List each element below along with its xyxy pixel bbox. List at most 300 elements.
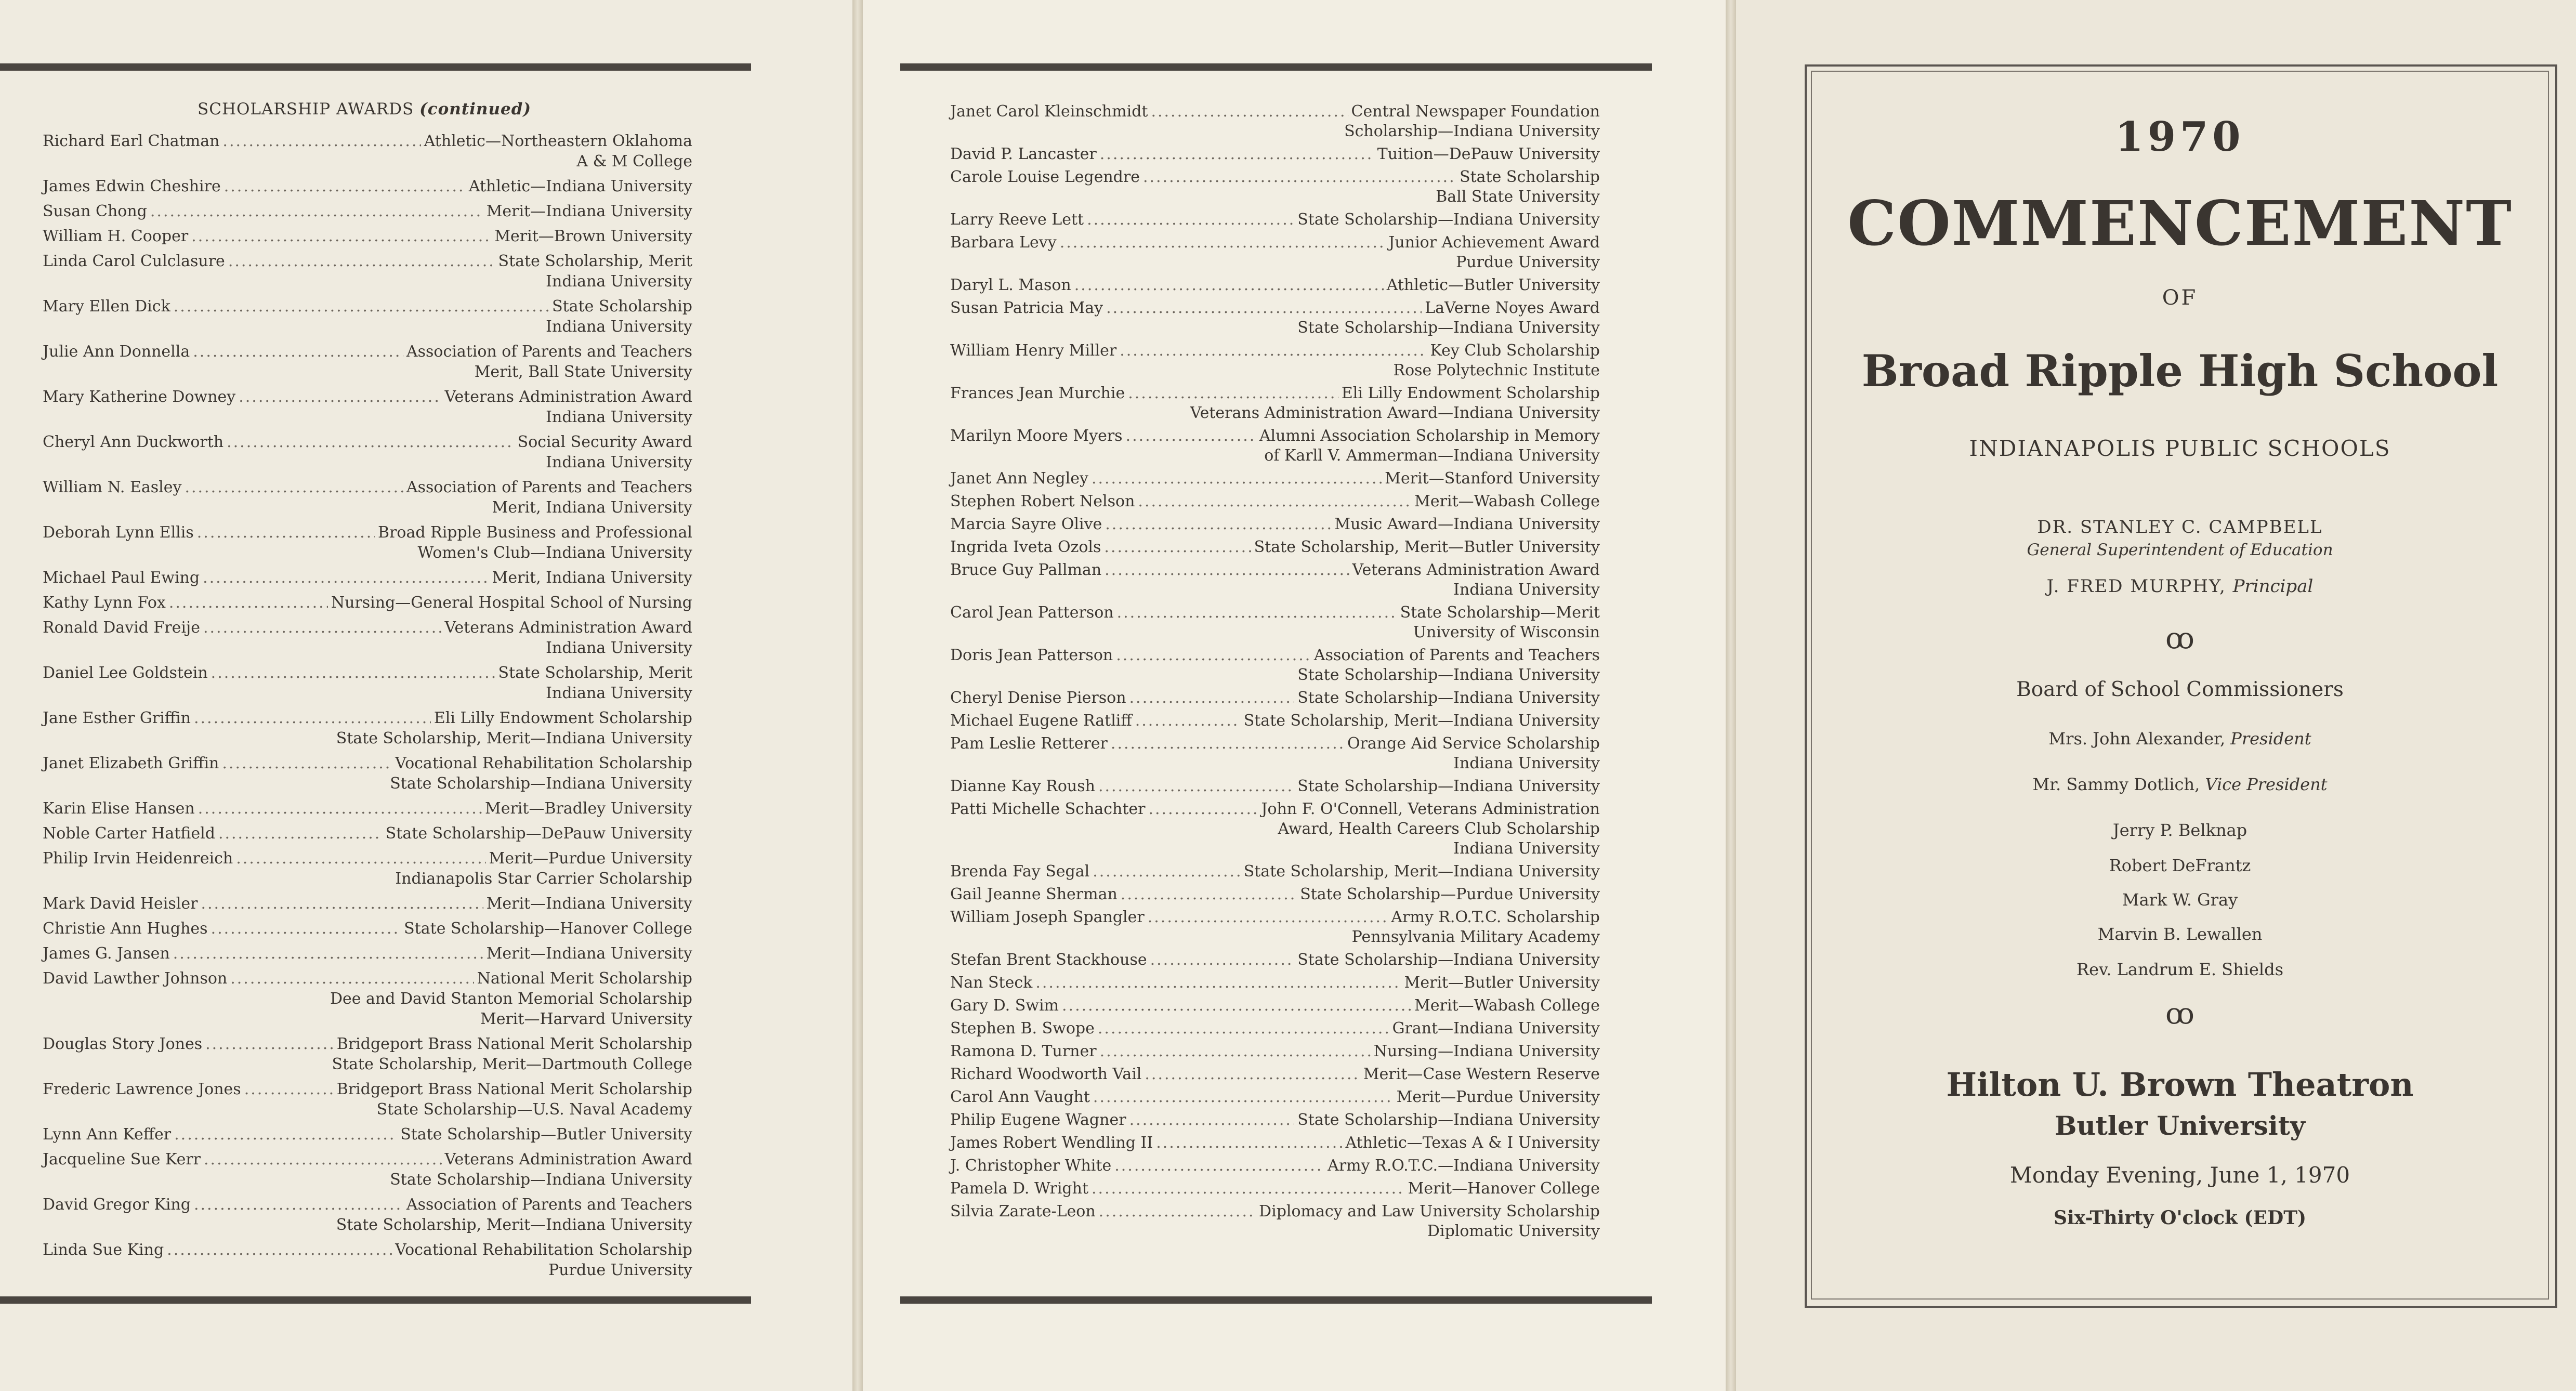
entry-line <box>43 918 692 939</box>
leader-dots <box>203 618 442 638</box>
principal-name: J. FRED MURPHY, <box>2046 576 2226 597</box>
recipient-name: Gail Jeanne Sherman <box>950 885 1118 903</box>
recipient-name: Ronald David Freije <box>43 619 200 637</box>
leader-dots <box>224 176 466 196</box>
leader-dots <box>1116 646 1311 665</box>
list-item <box>43 823 692 844</box>
recipient-name: Pamela D. Wright <box>950 1179 1089 1198</box>
award-continuation: Indiana University <box>546 639 692 657</box>
entry-line <box>950 233 1600 253</box>
list-item <box>43 618 692 658</box>
leader-dots <box>1114 1156 1324 1176</box>
award-text: Merit—Stanford University <box>1385 469 1600 488</box>
leader-dots <box>1105 560 1349 580</box>
entry-line <box>950 537 1600 557</box>
award-text: Merit—Purdue University <box>489 849 692 868</box>
entry-line <box>43 1240 692 1260</box>
venue-name: Hilton U. Brown Theatron <box>1946 1066 2414 1104</box>
list-item <box>43 1124 692 1145</box>
list-item <box>950 233 1600 272</box>
leader-dots <box>1098 1019 1389 1039</box>
entry-line <box>950 1133 1600 1153</box>
leader-dots <box>194 708 431 728</box>
recipient-name: Silvia Zarate-Leon <box>950 1202 1096 1221</box>
top-rule-left <box>0 63 751 71</box>
entry-line <box>950 145 1600 164</box>
entry-line <box>43 477 692 497</box>
recipient-name: Karin Elise Hansen <box>43 799 195 818</box>
recipient-name: Frederic Lawrence Jones <box>43 1080 241 1098</box>
award-text: Association of Parents and Teachers <box>1313 646 1600 664</box>
leader-dots <box>228 251 495 271</box>
board-member <box>1811 960 2549 979</box>
list-item <box>43 894 692 914</box>
recipient-name: Philip Eugene Wagner <box>950 1111 1126 1129</box>
leader-dots <box>1100 145 1374 164</box>
leader-dots <box>1148 908 1388 927</box>
award-text: Army R.O.T.C. Scholarship <box>1391 908 1600 926</box>
entry-line <box>950 799 1600 819</box>
award-text: Nursing—Indiana University <box>1373 1042 1600 1060</box>
entry-line <box>43 387 692 407</box>
board-member-name: Mark W. Gray <box>2122 890 2238 910</box>
award-continuation: Scholarship—Indiana University <box>1344 122 1600 140</box>
award-text: Merit—Wabash College <box>1414 492 1600 510</box>
award-text: National Merit Scholarship <box>477 969 692 988</box>
list-item <box>950 341 1600 380</box>
list-item <box>950 862 1600 882</box>
award-text: Eli Lilly Endowment Scholarship <box>1341 384 1600 402</box>
list-item <box>43 708 692 749</box>
cover-of: OF <box>2162 286 2198 310</box>
superintendent-name: DR. STANLEY C. CAMPBELL <box>2037 517 2323 537</box>
board-member <box>1811 856 2549 875</box>
recipient-name: David Lawther Johnson <box>43 969 228 988</box>
list-item <box>43 1195 692 1235</box>
list-item <box>950 515 1600 534</box>
leader-dots <box>150 201 483 221</box>
entry-line <box>950 560 1600 580</box>
leader-dots <box>173 943 483 964</box>
entry-line <box>950 1065 1600 1084</box>
entry-line <box>950 1087 1600 1107</box>
leader-dots <box>211 663 495 683</box>
entry-line <box>43 618 692 638</box>
leader-dots <box>1126 426 1256 446</box>
list-item <box>950 298 1600 338</box>
award-text: Junior Achievement Award <box>1388 233 1600 252</box>
leader-dots <box>191 226 491 246</box>
board-heading: Board of School Commissioners <box>2016 678 2344 701</box>
scholarship-heading <box>198 100 531 119</box>
entry-line <box>950 950 1600 970</box>
leader-dots <box>1060 233 1386 253</box>
award-continuation: Dee and David Stanton Memorial Scholarship <box>330 990 692 1008</box>
ceremony-date: Monday Evening, June 1, 1970 <box>2009 1162 2350 1188</box>
award-text: State Scholarship—Hanover College <box>404 920 692 938</box>
entry-line <box>950 492 1600 511</box>
award-text: Diplomacy and Law University Scholarship <box>1259 1202 1600 1221</box>
list-item <box>950 973 1600 993</box>
list-item <box>43 176 692 196</box>
entry-line <box>43 823 692 844</box>
list-item <box>950 1133 1600 1153</box>
award-text: Central Newspaper Foundation <box>1351 102 1600 121</box>
entry-line <box>950 298 1600 318</box>
award-text: State Scholarship—Indiana University <box>1297 951 1600 969</box>
list-item <box>950 711 1600 731</box>
recipient-name: James Robert Wendling II <box>950 1134 1153 1152</box>
award-continuation: State Scholarship—U.S. Naval Academy <box>376 1100 692 1119</box>
award-text: State Scholarship—DePauw University <box>385 824 692 843</box>
entry-line <box>43 894 692 914</box>
board-member-name: Jerry P. Belknap <box>2112 820 2248 840</box>
award-text: State Scholarship—Indiana University <box>1297 1111 1600 1129</box>
award-continuation: Merit, Ball State University <box>474 363 692 381</box>
recipient-name: Mark David Heisler <box>43 895 198 913</box>
award-continuation: State Scholarship—Indiana University <box>1297 319 1600 337</box>
list-item <box>43 477 692 518</box>
list-item <box>950 996 1600 1016</box>
list-item <box>43 1240 692 1280</box>
leader-dots <box>1143 167 1456 187</box>
list-item <box>950 469 1600 489</box>
list-item <box>950 777 1600 796</box>
list-item <box>43 131 692 172</box>
board-member-name: Robert DeFrantz <box>2109 856 2251 875</box>
leader-dots <box>203 568 489 588</box>
leader-dots <box>1135 711 1241 731</box>
recipient-name: Marilyn Moore Myers <box>950 427 1123 445</box>
entry-line <box>43 1149 692 1170</box>
entry-line <box>43 201 692 221</box>
leader-dots <box>211 918 401 939</box>
recipient-name: Daryl L. Mason <box>950 276 1071 294</box>
award-text: State Scholarship <box>1460 168 1600 186</box>
board-member-title: Vice President <box>2205 775 2328 794</box>
award-text: Athletic—Butler University <box>1386 276 1600 294</box>
entry-line <box>950 167 1600 187</box>
award-text: State Scholarship, Merit—Indiana University <box>1243 712 1600 730</box>
list-item <box>43 342 692 382</box>
board-member <box>1811 820 2549 840</box>
recipient-name: Susan Chong <box>43 202 147 220</box>
recipient-name: Linda Carol Culclasure <box>43 252 225 270</box>
entry-line <box>950 1110 1600 1130</box>
entry-line <box>43 432 692 452</box>
award-text: Association of Parents and Teachers <box>406 1196 692 1214</box>
award-continuation: Diplomatic University <box>1427 1222 1600 1240</box>
list-item <box>950 1202 1600 1241</box>
recipient-name: William H. Cooper <box>43 227 189 245</box>
list-item <box>43 226 692 246</box>
award-text: Orange Aid Service Scholarship <box>1347 734 1600 753</box>
award-continuation: State Scholarship, Merit—Indiana University <box>336 729 692 747</box>
cover-year: 1970 <box>2115 113 2245 161</box>
leader-dots <box>201 894 483 914</box>
recipient-name: Michael Paul Ewing <box>43 569 200 587</box>
recipient-name: Noble Carter Hatfield <box>43 824 215 843</box>
award-text: Veterans Administration Award <box>444 619 692 637</box>
leader-dots <box>244 1079 334 1099</box>
leader-dots <box>1120 341 1427 361</box>
leader-dots <box>1093 1087 1394 1107</box>
leader-dots <box>1128 384 1338 403</box>
award-text: State Scholarship, Merit <box>498 252 692 270</box>
list-item <box>950 950 1600 970</box>
leader-dots <box>1087 210 1294 230</box>
list-item <box>43 432 692 473</box>
recipient-name: Marcia Sayre Olive <box>950 515 1102 533</box>
entry-line <box>43 663 692 683</box>
list-item <box>43 387 692 427</box>
recipient-name: Janet Elizabeth Griffin <box>43 754 219 772</box>
recipient-name: Carol Jean Patterson <box>950 603 1114 622</box>
leader-dots <box>1105 515 1331 534</box>
list-item <box>950 646 1600 685</box>
award-continuation: Ball State University <box>1436 188 1600 206</box>
recipient-name: Lynn Ann Keffer <box>43 1125 172 1144</box>
award-text: Merit—Indiana University <box>486 202 692 220</box>
bottom-rule-middle <box>900 1296 1652 1304</box>
leader-dots <box>193 342 403 362</box>
list-item <box>950 908 1600 947</box>
list-item <box>950 537 1600 557</box>
award-continuation: Indiana University <box>546 272 692 291</box>
award-text: Merit—Wabash College <box>1414 996 1600 1015</box>
entry-line <box>950 885 1600 904</box>
entry-line <box>43 753 692 773</box>
recipient-name: David Gregor King <box>43 1196 191 1214</box>
recipient-name: Stephen Robert Nelson <box>950 492 1135 510</box>
list-item <box>950 167 1600 207</box>
entry-line <box>950 469 1600 489</box>
list-item <box>950 734 1600 773</box>
list-item <box>43 1034 692 1074</box>
entry-line <box>950 862 1600 882</box>
recipient-name: Pam Leslie Retterer <box>950 734 1108 753</box>
leader-dots <box>185 477 403 497</box>
recipient-name: Nan Steck <box>950 974 1033 992</box>
list-item <box>43 848 692 889</box>
list-item <box>950 1042 1600 1061</box>
recipient-name: Kathy Lynn Fox <box>43 594 166 612</box>
leader-dots <box>1074 275 1384 295</box>
recipient-name: Patti Michelle Schachter <box>950 800 1146 818</box>
recipient-name: Gary D. Swim <box>950 996 1059 1015</box>
entry-line <box>950 515 1600 534</box>
recipient-name: Dianne Kay Roush <box>950 777 1095 795</box>
award-continuation: Indiana University <box>546 318 692 336</box>
award-continuation: State Scholarship—Indiana University <box>390 1171 692 1189</box>
leader-dots <box>1156 1133 1342 1153</box>
leader-dots <box>1148 799 1258 819</box>
leader-dots <box>204 1149 442 1170</box>
recipient-name: Stephen B. Swope <box>950 1019 1095 1038</box>
award-continuation: State Scholarship, Merit—Indiana University <box>336 1216 692 1234</box>
entry-line <box>43 296 692 317</box>
award-text: State Scholarship—Butler University <box>400 1125 692 1144</box>
recipient-name: James Edwin Cheshire <box>43 177 221 195</box>
list-item <box>950 492 1600 511</box>
recipient-name: Julie Ann Donnella <box>43 343 190 361</box>
list-item <box>950 1110 1600 1130</box>
award-text: Music Award—Indiana University <box>1334 515 1600 533</box>
recipient-name: Stefan Brent Stackhouse <box>950 951 1147 969</box>
entry-line <box>950 908 1600 927</box>
entry-line <box>43 251 692 271</box>
recipient-name: William N. Easley <box>43 478 182 496</box>
entry-line <box>43 943 692 964</box>
entry-line <box>43 968 692 989</box>
recipient-name: Barbara Levy <box>950 233 1057 252</box>
list-item <box>43 798 692 819</box>
principal <box>1811 576 2549 597</box>
entry-line <box>950 102 1600 122</box>
award-continuation: University of Wisconsin <box>1413 623 1600 641</box>
leader-dots <box>205 1034 334 1054</box>
entry-line <box>43 708 692 728</box>
recipient-name: Larry Reeve Lett <box>950 211 1084 229</box>
district-name: INDIANAPOLIS PUBLIC SCHOOLS <box>1969 436 2391 461</box>
list-item <box>950 426 1600 466</box>
list-item <box>950 799 1600 859</box>
award-text: Merit—Case Western Reserve <box>1363 1065 1600 1083</box>
entry-line <box>43 131 692 151</box>
list-item <box>43 251 692 292</box>
recipient-name: Cheryl Ann Duckworth <box>43 433 224 451</box>
award-text: Grant—Indiana University <box>1392 1019 1600 1038</box>
award-continuation: Purdue University <box>548 1261 692 1279</box>
award-text: Nursing—General Hospital School of Nursing <box>331 594 692 612</box>
leader-dots <box>1106 298 1422 318</box>
list-item <box>43 296 692 337</box>
recipient-name: Janet Carol Kleinschmidt <box>950 102 1148 121</box>
superintendent-title: General Superintendent of Education <box>2027 541 2333 559</box>
recipient-name: Christie Ann Hughes <box>43 920 208 938</box>
award-text: Eli Lilly Endowment Scholarship <box>433 709 692 727</box>
entry-line <box>950 1156 1600 1176</box>
award-continuation: Rose Polytechnic Institute <box>1393 361 1600 379</box>
award-text: Merit—Indiana University <box>486 944 692 963</box>
leader-dots <box>1062 996 1411 1016</box>
award-text: State Scholarship—Indiana University <box>1297 777 1600 795</box>
list-item <box>950 275 1600 295</box>
list-item <box>43 918 692 939</box>
list-item <box>43 1149 692 1190</box>
recipient-name: Linda Sue King <box>43 1241 164 1259</box>
award-text: Merit—Hanover College <box>1408 1179 1600 1198</box>
award-continuation: State Scholarship—Indiana University <box>1297 666 1600 684</box>
list-item <box>950 688 1600 708</box>
fold-right <box>1726 0 1736 1391</box>
recipient-name: David P. Lancaster <box>950 145 1097 163</box>
board-member-name: Mr. Sammy Dotlich, <box>2032 775 2200 794</box>
top-rule-middle <box>900 63 1652 71</box>
award-text: Merit, Indiana University <box>492 569 692 587</box>
leader-dots <box>1092 469 1382 489</box>
list-item <box>43 1079 692 1120</box>
recipient-name: William Joseph Spangler <box>950 908 1145 926</box>
entry-line <box>43 848 692 869</box>
leader-dots <box>1129 1110 1295 1130</box>
leader-dots <box>1093 862 1240 882</box>
entry-line <box>43 342 692 362</box>
award-text: Tuition—DePauw University <box>1377 145 1600 163</box>
leader-dots <box>1104 537 1251 557</box>
award-text: Merit—Bradley University <box>484 799 692 818</box>
leader-dots <box>1035 973 1401 993</box>
left-award-list <box>43 131 692 1285</box>
award-text: Athletic—Northeastern Oklahoma <box>424 132 692 150</box>
ornament-icon: ꝏ <box>2165 622 2194 655</box>
fold-left <box>852 0 863 1391</box>
list-item <box>950 1179 1600 1199</box>
cover-title: COMMENCEMENT <box>1847 187 2513 259</box>
entry-line <box>950 1179 1600 1199</box>
list-item <box>950 1065 1600 1084</box>
award-text: Athletic—Texas A & I University <box>1345 1134 1600 1152</box>
leader-dots <box>222 131 420 151</box>
entry-line <box>43 1079 692 1099</box>
award-text: State Scholarship—Indiana University <box>1297 689 1600 707</box>
leader-dots <box>222 753 392 773</box>
leader-dots <box>198 798 482 819</box>
award-text: Bridgeport Brass National Merit Scholarship <box>336 1035 692 1053</box>
entry-line <box>950 646 1600 665</box>
award-text: Veterans Administration Award <box>444 1150 692 1169</box>
recipient-name: Jacqueline Sue Kerr <box>43 1150 201 1169</box>
leader-dots <box>1098 777 1294 796</box>
award-text: State Scholarship—Indiana University <box>1297 211 1600 229</box>
recipient-name: Douglas Story Jones <box>43 1035 203 1053</box>
recipient-name: Michael Eugene Ratliff <box>950 712 1132 730</box>
award-text: Veterans Administration Award <box>1352 561 1600 579</box>
award-text: Merit—Purdue University <box>1396 1088 1600 1106</box>
award-text: State Scholarship, Merit—Indiana University <box>1243 862 1600 881</box>
award-text: State Scholarship, Merit <box>498 664 692 682</box>
award-text: Association of Parents and Teachers <box>406 343 692 361</box>
award-continuation: Indianapolis Star Carrier Scholarship <box>395 870 692 888</box>
leader-dots <box>169 593 328 613</box>
award-continuation: Merit—Harvard University <box>480 1010 692 1028</box>
board-member <box>1811 775 2549 794</box>
award-text: Bridgeport Brass National Merit Scholarship <box>336 1080 692 1098</box>
award-text: Association of Parents and Teachers <box>406 478 692 496</box>
entry-line <box>43 176 692 196</box>
leader-dots <box>227 432 515 452</box>
award-continuation: Merit, Indiana University <box>492 498 692 517</box>
award-text: Merit—Brown University <box>494 227 692 245</box>
recipient-name: Deborah Lynn Ellis <box>43 523 194 542</box>
leader-dots <box>1151 102 1348 122</box>
award-continuation: Indiana University <box>546 408 692 426</box>
board-member <box>1811 890 2549 910</box>
recipient-name: Bruce Guy Pallman <box>950 561 1102 579</box>
list-item <box>950 603 1600 642</box>
leader-dots <box>239 387 441 407</box>
list-item <box>43 968 692 1029</box>
principal-title: Principal <box>2232 576 2314 597</box>
entry-line <box>950 384 1600 403</box>
award-text: Alumni Association Scholarship in Memory <box>1259 427 1600 445</box>
list-item <box>950 1019 1600 1039</box>
list-item <box>43 593 692 613</box>
leader-dots <box>1092 1179 1405 1199</box>
leader-dots <box>218 823 383 844</box>
list-item <box>950 145 1600 164</box>
award-text: Key Club Scholarship <box>1430 342 1600 360</box>
